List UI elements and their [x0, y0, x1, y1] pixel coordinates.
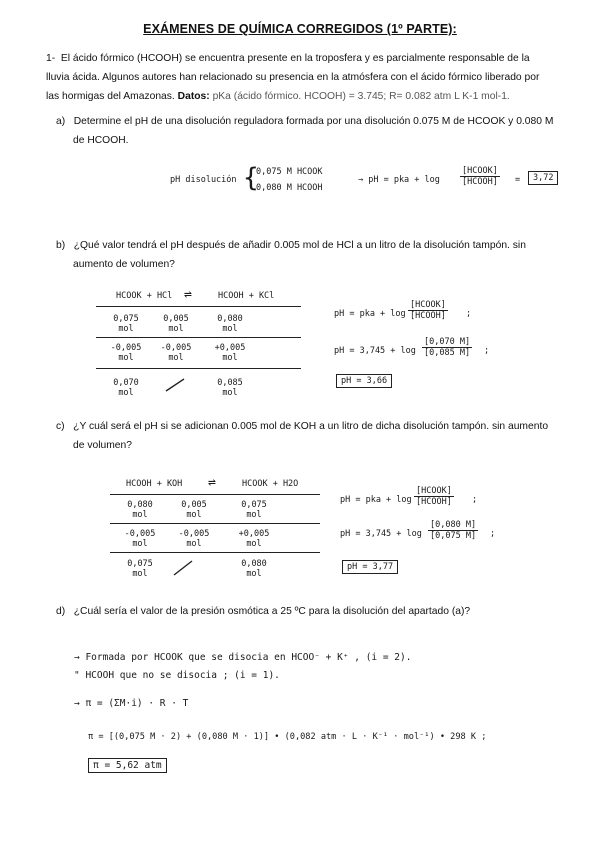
semicolon: ;: [484, 346, 490, 356]
cell: +0,005 mol: [238, 529, 270, 549]
part-c-letter: c): [56, 421, 65, 432]
problem-intro: [46, 49, 566, 106]
semicolon: ;: [490, 529, 496, 539]
formula-b-1-den: [HCOOH]: [410, 311, 446, 321]
part-c-formulas: [340, 486, 590, 586]
divider: [96, 368, 301, 369]
intro-line-3: las hormigas del Amazonas.: [46, 91, 175, 102]
cell: -0,005 mol: [124, 529, 156, 549]
reaction-c-left: HCOOH + KOH: [126, 479, 183, 489]
part-c-question: [56, 417, 566, 455]
part-a-handwriting: [170, 163, 590, 199]
part-a-question: [56, 112, 566, 150]
formula-b-1-num: [HCOOK]: [410, 300, 446, 310]
cell: 0,080 mol: [127, 500, 153, 520]
cell: 0,085 mol: [217, 378, 243, 398]
formula-c-2-fraction: [428, 520, 478, 541]
cell: -0,005 mol: [110, 343, 142, 363]
hw-concentration-1: 0,075 M HCOOK: [256, 167, 323, 177]
cell: -0,005 mol: [160, 343, 192, 363]
part-d-letter: d): [56, 606, 66, 617]
divider: [96, 337, 301, 338]
hw-d-line-2: " HCOOH que no se disocia ; (i = 1).: [74, 670, 280, 681]
part-a-line-2: de HCOOH.: [73, 135, 129, 146]
reaction-b-right: HCOOH + KCl: [218, 291, 275, 301]
cell: 0,075 mol: [113, 314, 139, 334]
formula-c-2-num: [0,080 M]: [430, 520, 477, 530]
hw-d-line-1: → Formada por HCOOK que se disocia en HCOO⁻ + K⁺ , (i = 2).: [74, 652, 412, 663]
hw-equals: =: [515, 175, 521, 185]
hw-fraction: [460, 166, 500, 187]
divider: [96, 306, 301, 307]
cell: 0,070 mol: [113, 378, 139, 398]
cell: 0,080 mol: [217, 314, 243, 334]
datos-text: pKa (ácido fórmico. HCOOH) = 3.745; R= 0.082 atm L K-1 mol-1.: [212, 91, 510, 102]
part-d-handwriting: [74, 652, 594, 782]
formula-b-1-fraction: [408, 300, 448, 321]
hw-fraction-den: [HCOOH]: [462, 177, 498, 187]
brace-icon: {: [243, 163, 259, 193]
intro-line-1: El ácido fórmico (HCOOH) se encuentra presente en la troposfera y es parcialmente responsable de la: [60, 53, 530, 64]
formula-b-2-lhs: pH = 3,745 + log: [334, 346, 416, 356]
cell: 0,075 mol: [127, 559, 153, 579]
cell: 0,075 mol: [241, 500, 267, 520]
hw-formula: → pH = pka + log: [358, 175, 440, 185]
cell: 0,080 mol: [241, 559, 267, 579]
formula-b-1-lhs: pH = pka + log: [334, 309, 406, 319]
part-b-letter: b): [56, 240, 66, 251]
part-c-line-1: ¿Y cuál será el pH si se adicionan 0.005 mol de KOH a un litro de dicha disolución tampón. sin aumento: [73, 421, 549, 432]
consumed-slash-icon: [162, 376, 188, 394]
equilibrium-arrow-icon: ⇌: [208, 475, 216, 490]
page-title: EXÁMENES DE QUÍMICA CORREGIDOS (1º PARTE):: [143, 22, 457, 36]
part-d-line-1: ¿Cuál sería el valor de la presión osmótica a 25 ºC para la disolución del apartado (a)?: [73, 606, 471, 617]
divider: [110, 552, 320, 553]
hw-fraction-num: [HCOOK]: [462, 166, 498, 176]
equilibrium-arrow-icon: ⇌: [184, 287, 192, 302]
reaction-c-right: HCOOK + H2O: [242, 479, 299, 489]
formula-c-1-lhs: pH = pka + log: [340, 495, 412, 505]
cell: 0,005 mol: [181, 500, 207, 520]
formula-c-1-fraction: [414, 486, 454, 507]
result-d: π = 5,62 atm: [88, 758, 167, 773]
hw-d-line-3: → π = (ΣM·i) · R · T: [74, 698, 189, 709]
formula-c-1-den: [HCOOH]: [416, 497, 452, 507]
cell: 0,005 mol: [163, 314, 189, 334]
part-a-line-1: Determine el pH de una disolución reguladora formada por una disolución 0.075 M de HCOOK y 0.080 M: [73, 116, 554, 127]
result-b: pH = 3,66: [336, 374, 392, 388]
cell: +0,005 mol: [214, 343, 246, 363]
problem-number: 1-: [46, 53, 56, 64]
hw-d-line-4: π = [(0,075 M · 2) + (0,080 M · 1)] • (0,082 atm · L · K⁻¹ · mol⁻¹) • 298 K ;: [88, 732, 487, 742]
part-b-table: [96, 286, 316, 404]
divider: [110, 523, 320, 524]
formula-b-2-fraction: [422, 337, 472, 358]
semicolon: ;: [466, 309, 472, 319]
datos-label: Datos:: [177, 91, 210, 102]
part-c-table: [110, 474, 330, 592]
intro-line-2: lluvia ácida. Algunos autores han relacionado su presencia en la atmósfera con el ácido fórmico liberado por: [46, 72, 540, 83]
hw-concentration-2: 0,080 M HCOOH: [256, 183, 323, 193]
part-b-question: [56, 236, 566, 274]
cell: -0,005 mol: [178, 529, 210, 549]
consumed-slash-icon: [170, 558, 196, 578]
formula-b-2-num: [0,070 M]: [424, 337, 471, 347]
divider: [110, 494, 320, 495]
reaction-b-left: HCOOK + HCl: [116, 291, 173, 301]
formula-c-2-den: [0,075 M]: [430, 531, 477, 541]
hw-result-a: 3,72: [528, 171, 558, 185]
ph-disolucion-label: pH disolución: [170, 175, 237, 185]
part-c-line-2: de volumen?: [73, 440, 132, 451]
part-b-line-2: aumento de volumen?: [73, 259, 175, 270]
semicolon: ;: [472, 495, 478, 505]
formula-c-1-num: [HCOOK]: [416, 486, 452, 496]
part-a-letter: a): [56, 116, 66, 127]
formula-b-2-den: [0,085 M]: [424, 348, 471, 358]
part-d-question: [56, 602, 566, 621]
formula-c-2-lhs: pH = 3,745 + log: [340, 529, 422, 539]
part-b-line-1: ¿Qué valor tendrá el pH después de añadir 0.005 mol de HCl a un litro de la disolución tampón. sin: [73, 240, 526, 251]
result-c: pH = 3,77: [342, 560, 398, 574]
part-b-formulas: [334, 300, 594, 400]
